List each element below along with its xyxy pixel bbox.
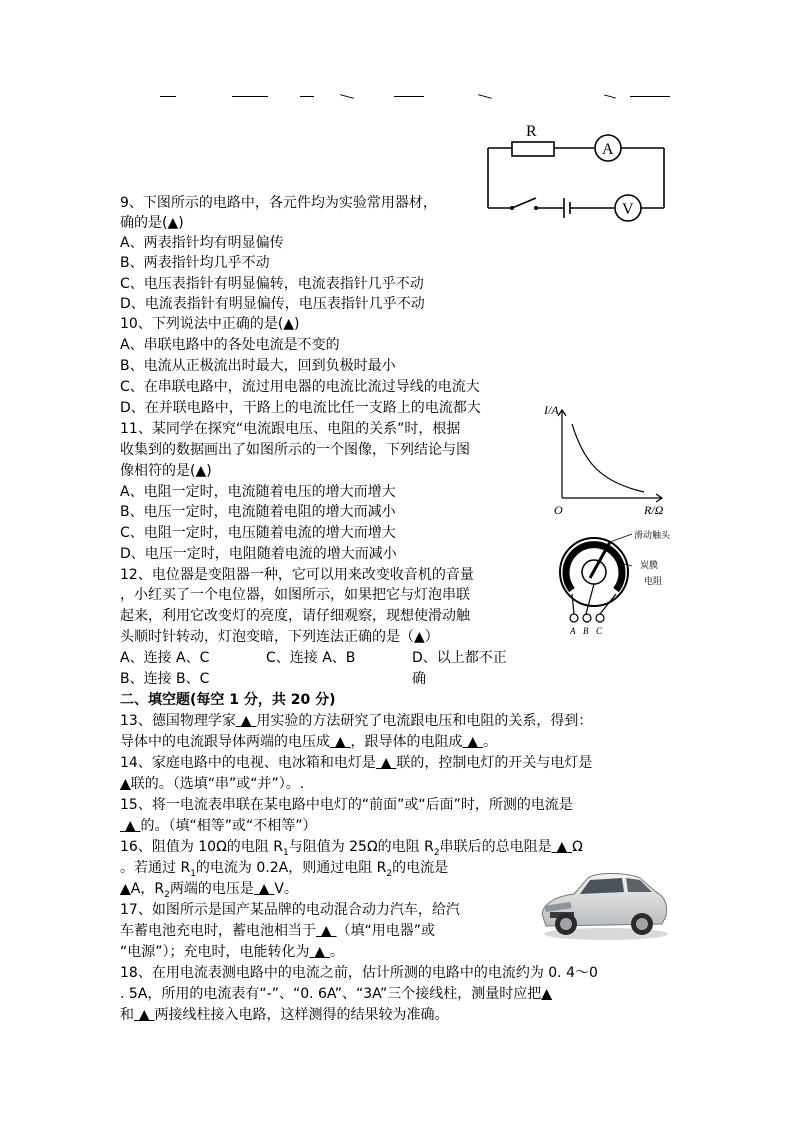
q12-stem-line4: 头顺时针转动，灯泡变暗，下列连法正确的是（▲） [120, 629, 439, 645]
q14-line1 [120, 753, 592, 773]
q14-l2: 联的。（选填“串”或“并”）。. [130, 776, 305, 792]
q16-l3-c: V。 [274, 881, 298, 897]
q12-option-c: C、连接 A、B [266, 650, 356, 666]
q9-option-d: D、电流表指针有明显偏传，电压表指针几乎不动 [120, 296, 425, 312]
q11-stem-line1: 11、某同学在探究“电流跟电压、电阻的关系”时，根据 [120, 421, 461, 437]
q18-l2-a: . 5A，所用的电流表有“-”、“0. 6A”、“3A”三个接线柱，测量时应把 [120, 986, 542, 1002]
q12-stem-line2: ，小红买了一个电位器，如图所示，如果把它与灯泡串联 [120, 587, 470, 603]
q16-l1-c: 串联后的总电阻是 [439, 839, 552, 855]
terminal-a-label: A [570, 626, 576, 636]
q18-blank-1: ▲ [541, 986, 553, 1002]
q18-line3 [120, 1005, 449, 1025]
q16-blank-3: ▲ [258, 881, 270, 897]
q9-option-a: A、两表指针均有明显偏传 [120, 235, 284, 251]
q16-l1-b: 与阻值为 25Ω的电阻 R [288, 839, 434, 855]
q12-stem-line3: 起来，利用它改变灯的亮度，请仔细观察，现想使滑动触 [120, 608, 470, 624]
q9-option-b: B、两表指针均几乎不动 [120, 255, 270, 271]
q15-blank: ▲ [124, 818, 136, 834]
q12-stem-line1: 12、电位器是变阻器一种，它可以用来改变收音机的音量 [120, 567, 474, 583]
hybrid-car-image [536, 862, 672, 944]
ammeter-label: A [602, 141, 614, 158]
q10-option-d: D、在并联电路中，干路上的电流比任一支路上的电流都大 [120, 400, 481, 416]
q13-blank-2: ▲ [334, 734, 346, 750]
q16-l3-b: 两端的电压是 [169, 881, 254, 897]
q11-option-b: B、电压一定时，电流随着电阻的增大而减小 [120, 504, 396, 520]
q17-blank-2: ▲ [314, 944, 326, 960]
graph-x-label: R/Ω [644, 503, 664, 517]
q16-sub-r1b: 1 [190, 868, 196, 879]
q18-l3-a: 和 [120, 1007, 134, 1023]
current-resistance-graph [540, 400, 670, 518]
terminal-c-label: C [596, 626, 603, 636]
q10-option-b: B、电流从正极流出时最大，回到负极时最小 [120, 358, 396, 374]
q17-line2 [120, 921, 435, 941]
q13-l2-c: 。 [483, 734, 498, 750]
q17-l2-b: （填“用电器”或 [336, 923, 436, 939]
q15-line2 [120, 816, 317, 836]
q16-l2-b: 的电流为 0.2A，则通过电阻 R [195, 860, 387, 876]
q16-l2-a: 。若通过 R [120, 860, 191, 876]
q11-option-a: A、电阻一定时，电流随着电压的增大而增大 [120, 484, 396, 500]
q13-l2-b: ，跟导体的电阻成 [350, 734, 463, 750]
q15-line1: 15、将一电流表串联在某电路中电灯的“前面”或“后面”时，所测的电流是 [120, 797, 573, 813]
q16-blank-1: ▲ [556, 839, 568, 855]
q16-blank-2: ▲ [120, 881, 131, 897]
q9-option-c: C、电压表指针有明显偏转，电流表指针几乎不动 [120, 276, 424, 292]
q14-l1-a: 14、家庭电路中的电视、电冰箱和电灯是 [120, 755, 376, 771]
q13-l2-a: 导体中的电流跟导体两端的电压成 [120, 734, 330, 750]
q12-option-d: D、以上都不正 [412, 650, 507, 666]
q10-stem: 10、下列说法中正确的是(▲) [120, 316, 300, 332]
q13-l1-b: 用实验的方法研究了电流跟电压和电阻的关系，得到： [256, 713, 593, 729]
q18-l3-b: 两接线柱接入电路，这样测得的结果较为准确。 [154, 1007, 449, 1023]
q12-option-b: B、连接 B、C [120, 671, 210, 687]
terminal-b-label: B [583, 626, 589, 636]
q13-blank-1: ▲ [240, 713, 252, 729]
q11-stem-line2: 收集到的数据画出了如图所示的一个图像，下列结论与图 [120, 442, 470, 458]
q11-stem-line3: 像相符的是(▲) [120, 463, 212, 479]
q15-l2: 的。（填“相等”或“不相等”） [140, 818, 317, 834]
q11-option-d: D、电压一定时，电阻随着电流的增大而减小 [120, 546, 397, 562]
potentiometer-figure [548, 528, 682, 640]
q16-sub-r2b: 2 [386, 868, 393, 879]
q9-stem-line1: 9、下图所示的电路中，各元件均为实验常用器材， [120, 195, 437, 211]
film-label-2: 电阻 [644, 577, 663, 587]
q10-option-a: A、串联电路中的各处电流是不变的 [120, 337, 340, 353]
circuit-diagram [478, 118, 670, 222]
q13-l1-a: 13、德国物理学家 [120, 713, 236, 729]
q12-option-d-cont: 确 [412, 671, 426, 687]
q18-blank-2: ▲ [138, 1007, 150, 1023]
q14-blank-2: ▲ [120, 776, 131, 792]
q17-l3-b: 。 [330, 944, 345, 960]
graph-y-label: I/A [544, 403, 559, 417]
q13-line2 [120, 732, 497, 752]
q9-stem-line2: 确的是(▲) [120, 215, 184, 231]
q17-l3-a: “电源”）；充电时，电能转化为 [120, 944, 310, 960]
q13-line1 [120, 711, 592, 731]
q16-sub-r1: 1 [282, 847, 289, 858]
q16-l1-a: 16、阻值为 10Ω的电阻 R [120, 839, 283, 855]
q17-line3 [120, 942, 344, 962]
section-2-title: 二、填空题(每空 1 分，共 20 分) [120, 692, 336, 708]
q18-line1: 18、在用电流表测电路中的电流之前，估计所测的电路中的电流约为 0. 4～0 [120, 965, 598, 981]
q14-line2 [120, 774, 304, 794]
q18-line2 [120, 984, 552, 1004]
q17-line1: 17、如图所示是国产某品牌的电动混合动力汽车，给汽 [120, 902, 460, 918]
film-label-1: 炭膜 [640, 561, 659, 571]
q14-blank-1: ▲ [380, 755, 392, 771]
graph-origin-label: O [554, 503, 563, 517]
q14-l1-b: 联的，控制电灯的开关与电灯是 [396, 755, 593, 771]
q13-blank-3: ▲ [467, 734, 479, 750]
q17-l2-a: 车蓄电池充电时，蓄电池相当于 [120, 923, 316, 939]
q17-blank-1: ▲ [320, 923, 332, 939]
q16-sub-r2c: 2 [164, 889, 170, 900]
q10-option-c: C、在串联电路中，流过用电器的电流比流过导线的电流大 [120, 379, 480, 395]
q16-l3-a: A，R [130, 881, 165, 897]
q16-l2-c: 的电流是 [392, 860, 449, 876]
q16-l1-d: Ω [572, 839, 583, 855]
voltmeter-label: V [622, 201, 634, 218]
q12-option-a: A、连接 A、C [120, 650, 210, 666]
resistor-label: R [526, 123, 537, 140]
q11-option-c: C、电阻一定时，电压随着电流的增大而增大 [120, 525, 396, 541]
slider-label: 滑动触头 [634, 531, 671, 541]
q16-sub-r2: 2 [433, 847, 440, 858]
